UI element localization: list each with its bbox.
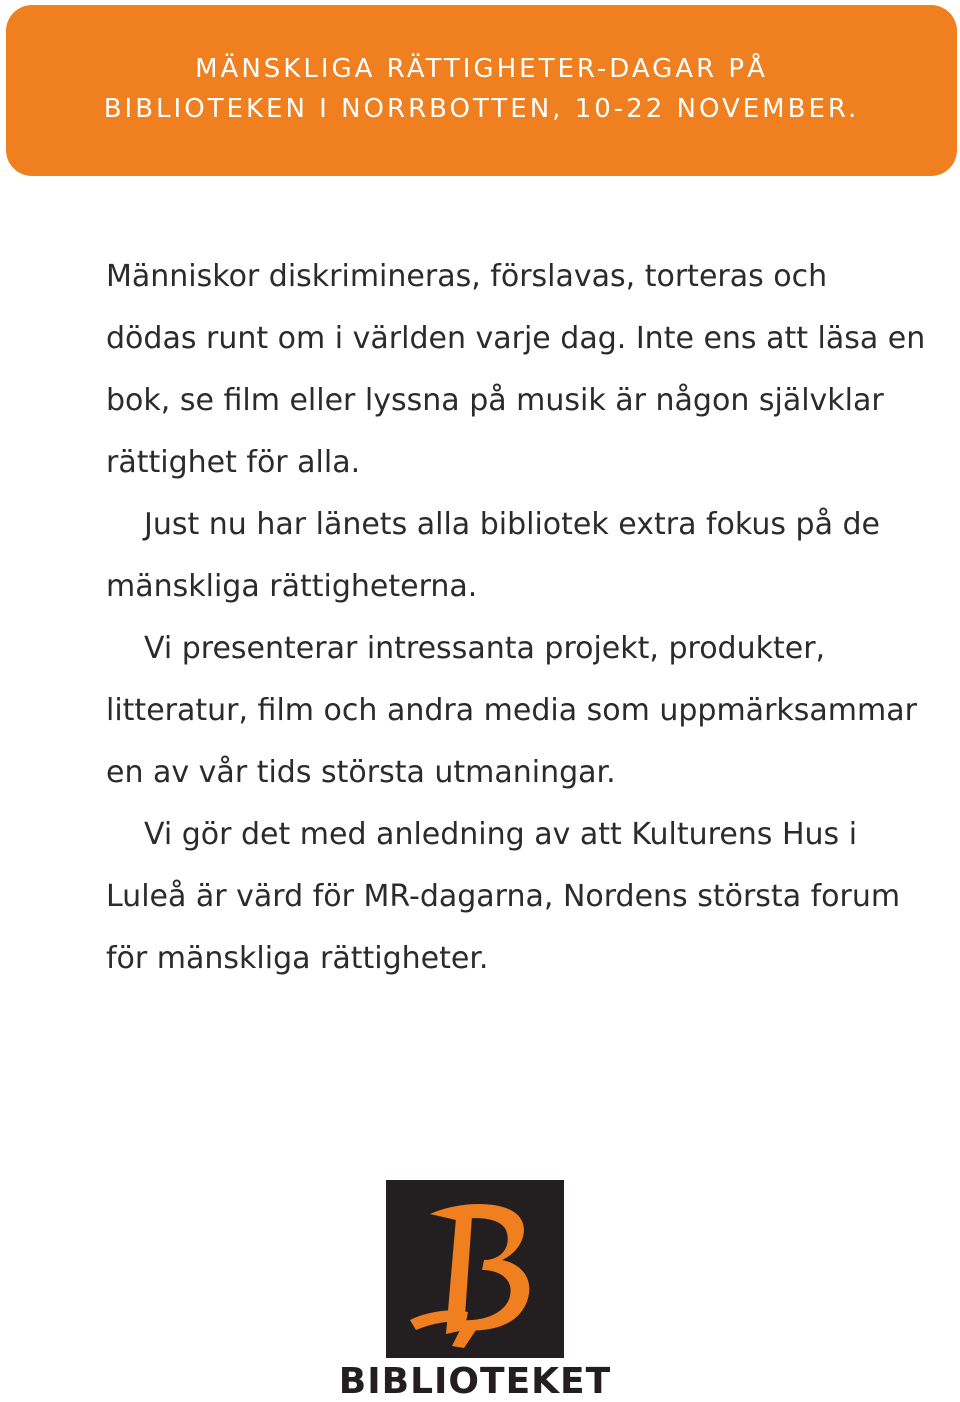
banner-line-1: MÄNSKLIGA RÄTTIGHETER-DAGAR PÅ (195, 54, 768, 84)
banner-title (6, 49, 957, 129)
paragraph-3: Vi presenterar intressanta projekt, produkter, litteratur, film och andra media som uppmärksammar en av vår tids största utmaningar. (106, 631, 917, 790)
banner-line-2: BIBLIOTEKEN I NORRBOTTEN, 10-22 NOVEMBER. (103, 94, 860, 124)
paragraph-1: Människor diskrimineras, förslavas, torteras och dödas runt om i världen varje dag. Inte ens att läsa en bok, se film eller lyssna på musik är någon självklar rättighet för alla. (106, 259, 926, 480)
body-text (106, 246, 926, 990)
letter-b-logo-icon (386, 1180, 564, 1358)
header-banner (6, 5, 957, 176)
logo-wordmark: BIBLIOTEKET (338, 1361, 612, 1402)
biblioteket-logo (386, 1180, 564, 1358)
paragraph-2: Just nu har länets alla bibliotek extra fokus på de mänskliga rättigheterna. (106, 507, 880, 604)
paragraph-4: Vi gör det med anledning av att Kulturens Hus i Luleå är värd för MR-dagarna, Nordens största forum för mänskliga rättigheter. (106, 817, 901, 976)
